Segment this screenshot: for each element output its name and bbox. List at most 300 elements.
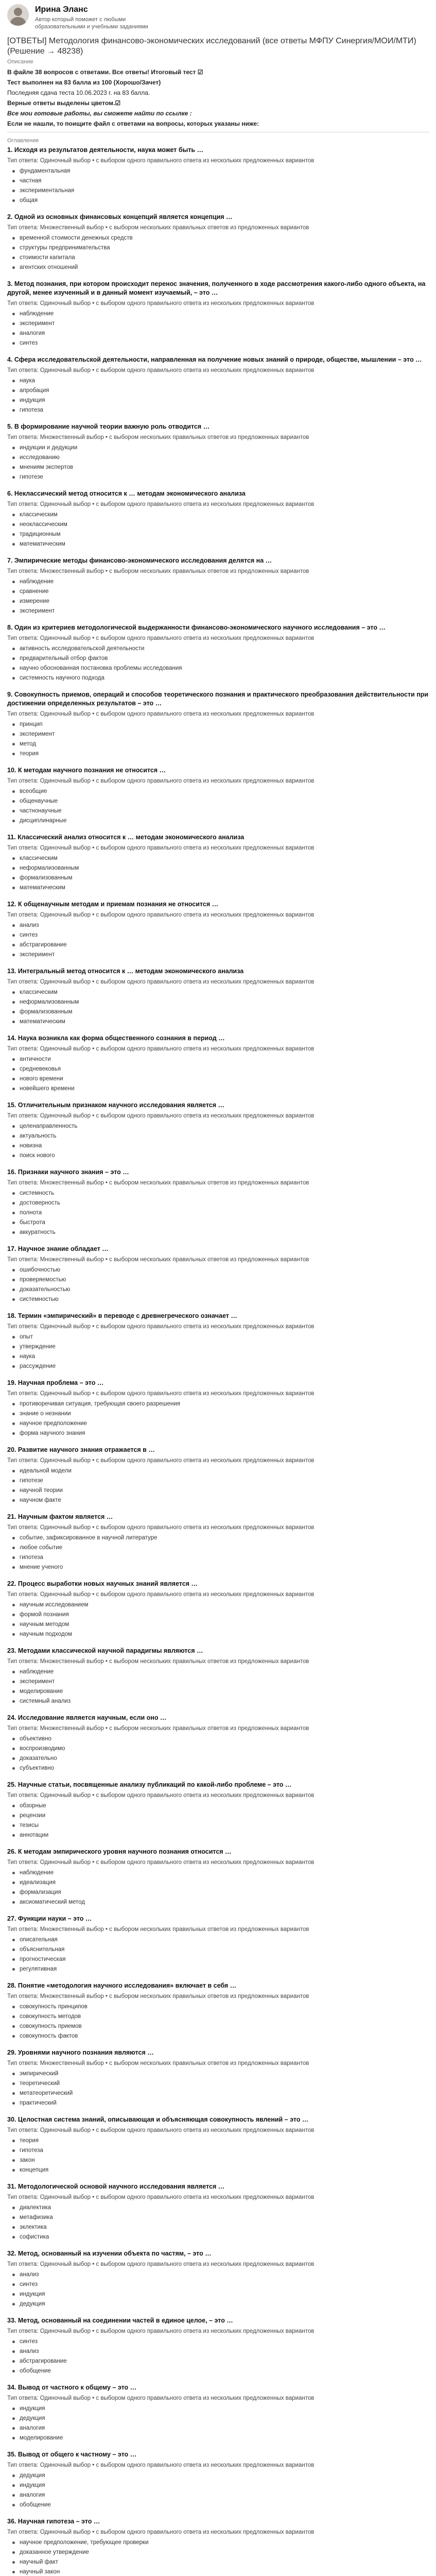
- answer-option: фундаментальная: [20, 166, 429, 176]
- author-name[interactable]: Ирина Эланс: [35, 5, 88, 14]
- question-title: 27. Функции науки – это …: [7, 1915, 92, 1922]
- answer-option: синтез: [20, 338, 429, 348]
- author-description: Автор который поможет с любыми образовательными и учебными заданиями: [35, 16, 148, 30]
- question-answer-type: Тип ответа: Одиночный выбор • с выбором одного правильного ответа из нескольких предложенных вариантов: [7, 711, 315, 717]
- question-answer-type: Тип ответа: Множественный выбор • с выбором нескольких правильных ответов из предложенных вариантов: [7, 1180, 309, 1186]
- question-title: 2. Одной из основных финансовых концепций является концепция …: [7, 213, 233, 221]
- answer-options-list: [7, 1332, 429, 1371]
- author-info: [35, 4, 169, 30]
- answer-option: событие, зафиксированное в научной литературе: [20, 1533, 429, 1543]
- answer-option: обобщение: [20, 2366, 429, 2376]
- question-block: [7, 2115, 429, 2175]
- question-answer-type: Тип ответа: Одиночный выбор • с выбором одного правильного ответа из нескольких предложенных вариантов: [7, 912, 315, 918]
- answer-option: наблюдение: [20, 1868, 429, 1878]
- question-answer-type: Тип ответа: Одиночный выбор • с выбором одного правильного ответа из нескольких предложенных вариантов: [7, 1524, 315, 1531]
- answer-option: метатеоретический: [20, 2089, 429, 2098]
- answer-option: неформализованным: [20, 997, 429, 1007]
- answer-option: аккуратность: [20, 1228, 429, 1238]
- answer-option: идеальной модели: [20, 1466, 429, 1476]
- answer-option: обзорные: [20, 1801, 429, 1811]
- answer-option: наблюдение: [20, 1667, 429, 1677]
- answer-option: диалектика: [20, 2203, 429, 2213]
- answer-options-list: [7, 1868, 429, 1907]
- answer-option: софистика: [20, 2232, 429, 2242]
- meta-line-highlight: Верные ответы выделены цветом.☑: [7, 99, 121, 107]
- answer-option: наука: [20, 376, 429, 386]
- answer-options-list: [7, 309, 429, 348]
- author-header: [0, 0, 436, 36]
- answer-option: эмпирический: [20, 2069, 429, 2079]
- answer-options-list: [7, 1189, 429, 1238]
- question-block: [7, 2316, 429, 2376]
- answer-options-list: [7, 2136, 429, 2175]
- answer-option: аннотации: [20, 1831, 429, 1840]
- toc-label: Оглавление: [7, 138, 39, 144]
- question-title: 11. Классический анализ относится к … методам экономического анализа: [7, 834, 245, 841]
- answer-option: наука: [20, 1352, 429, 1362]
- answer-option: апробация: [20, 386, 429, 396]
- question-block: [7, 690, 429, 759]
- document-content: [0, 36, 436, 2576]
- answer-option: эксперимент: [20, 1677, 429, 1687]
- question-block: [7, 900, 429, 960]
- answer-option: системность научного подхода: [20, 673, 429, 683]
- answer-option: теория: [20, 2136, 429, 2146]
- question-block: [7, 623, 429, 683]
- question-answer-type: Тип ответа: Множественный выбор • с выбором нескольких правильных ответов из предложенных вариантов: [7, 1658, 309, 1665]
- answer-option: временной стоимости денежных средств: [20, 233, 429, 243]
- question-title: 3. Метод познания, при котором происходит перенос значения, полученного в ходе рассмотрения какого-либо одного объекта, на другой, менее изученный и в данный момент изучаемый, – это …: [7, 280, 426, 296]
- question-block: [7, 1981, 429, 2041]
- answer-options-list: [7, 1265, 429, 1304]
- question-block: [7, 2517, 429, 2576]
- answer-options-list: [7, 1935, 429, 1974]
- answer-option: гипотеза: [20, 405, 429, 415]
- answer-option: достоверность: [20, 1198, 429, 1208]
- answer-option: научном факте: [20, 1496, 429, 1505]
- answer-option: исследованию: [20, 453, 429, 463]
- question-answer-type: Тип ответа: Одиночный выбор • с выбором одного правильного ответа из нескольких предложенных вариантов: [7, 845, 315, 851]
- answer-option: научный факт: [20, 2557, 429, 2567]
- answer-option: экспериментальная: [20, 186, 429, 196]
- answer-option: дедукция: [20, 2299, 429, 2309]
- answer-option: общенаучные: [20, 796, 429, 806]
- question-block: [7, 1312, 429, 1371]
- answer-option: формализация: [20, 1888, 429, 1897]
- answer-options-list: [7, 2471, 429, 2510]
- answer-options-list: [7, 1055, 429, 1094]
- question-answer-type: Тип ответа: Одиночный выбор • с выбором одного правильного ответа из нескольких предложенных вариантов: [7, 367, 315, 374]
- answer-option: абстрагирование: [20, 2357, 429, 2366]
- question-answer-type: Тип ответа: Одиночный выбор • с выбором одного правильного ответа из нескольких предложенных вариантов: [7, 2261, 315, 2267]
- answer-option: субъективно: [20, 1764, 429, 1773]
- answer-options-list: [7, 787, 429, 826]
- question-answer-type: Тип ответа: Одиночный выбор • с выбором одного правильного ответа из нескольких предложенных вариантов: [7, 1792, 315, 1799]
- answer-option: классическим: [20, 988, 429, 997]
- answer-option: объяснительная: [20, 1945, 429, 1955]
- answer-option: предварительный отбор фактов: [20, 654, 429, 664]
- question-block: [7, 213, 429, 273]
- answer-option: эксперимент: [20, 730, 429, 739]
- answer-option: теоретический: [20, 2079, 429, 2089]
- answer-options-list: [7, 376, 429, 415]
- answer-options-list: [7, 2203, 429, 2242]
- question-answer-type: Тип ответа: Одиночный выбор • с выбором одного правильного ответа из нескольких предложенных вариантов: [7, 2529, 315, 2535]
- question-block: [7, 1848, 429, 1907]
- answer-options-list: [7, 443, 429, 482]
- question-answer-type: Тип ответа: Одиночный выбор • с выбором одного правильного ответа из нескольких предложенных вариантов: [7, 2328, 315, 2334]
- answer-option: быстрота: [20, 1218, 429, 1228]
- question-block: [7, 766, 429, 826]
- answer-option: индукции и дедукции: [20, 443, 429, 453]
- answer-option: совокупность методов: [20, 2012, 429, 2022]
- meta-line-last-attempt: Последняя сдача теста 10.06.2023 г. на 83 балла.: [7, 89, 150, 96]
- answer-option: нового времени: [20, 1074, 429, 1084]
- answer-option: мнениям экспертов: [20, 463, 429, 472]
- answer-option: поиск нового: [20, 1151, 429, 1161]
- question-answer-type: Тип ответа: Одиночный выбор • с выбором одного правильного ответа из нескольких предложенных вариантов: [7, 635, 315, 641]
- answer-option: дедукция: [20, 2414, 429, 2424]
- answer-option: синтез: [20, 2337, 429, 2347]
- question-title: 36. Научная гипотеза – это …: [7, 2518, 100, 2525]
- answer-option: моделирование: [20, 2433, 429, 2443]
- answer-option: практический: [20, 2098, 429, 2108]
- answer-option: целенаправленность: [20, 1122, 429, 1131]
- question-block: [7, 1513, 429, 1572]
- question-answer-type: Тип ответа: Множественный выбор • с выбором нескольких правильных ответов из предложенных вариантов: [7, 1257, 309, 1263]
- answer-options-list: [7, 854, 429, 893]
- answer-option: научное предположение: [20, 1419, 429, 1429]
- question-answer-type: Тип ответа: Одиночный выбор • с выбором одного правильного ответа из нескольких предложенных вариантов: [7, 778, 315, 784]
- answer-option: гипотезе: [20, 472, 429, 482]
- answer-option: традиционным: [20, 530, 429, 539]
- answer-options-list: [7, 1667, 429, 1706]
- answer-options-list: [7, 988, 429, 1027]
- answer-option: синтез: [20, 2280, 429, 2290]
- answer-option: проверяемостью: [20, 1275, 429, 1285]
- answer-option: совокупность принципов: [20, 2002, 429, 2012]
- answer-option: новейшего времени: [20, 1084, 429, 1094]
- question-answer-type: Тип ответа: Одиночный выбор • с выбором одного правильного ответа из нескольких предложенных вариантов: [7, 1113, 315, 1119]
- answer-options-list: [7, 233, 429, 273]
- answer-option: моделирование: [20, 1687, 429, 1697]
- question-title: 4. Сфера исследовательской деятельности, направленная на получение новых знаний о природе, обществе, мышлении – это …: [7, 356, 422, 363]
- answer-option: индукция: [20, 2404, 429, 2414]
- question-answer-type: Тип ответа: Множественный выбор • с выбором нескольких правильных ответов из предложенных вариантов: [7, 225, 309, 231]
- question-title: 19. Научная проблема – это …: [7, 1379, 104, 1386]
- avatar-shoulders-shape: [10, 17, 26, 26]
- answer-option: воспроизводимо: [20, 1744, 429, 1754]
- answer-option: системность: [20, 1189, 429, 1198]
- answer-option: гипотеза: [20, 2146, 429, 2156]
- question-answer-type: Тип ответа: Одиночный выбор • с выбором одного правильного ответа из нескольких предложенных вариантов: [7, 1458, 315, 1464]
- answer-option: эксперимент: [20, 606, 429, 616]
- answer-option: гипотеза: [20, 1553, 429, 1563]
- answer-option: математическим: [20, 1017, 429, 1027]
- answer-option: метафизика: [20, 2213, 429, 2223]
- question-answer-type: Тип ответа: Одиночный выбор • с выбором одного правильного ответа из нескольких предложенных вариантов: [7, 1859, 315, 1866]
- answer-option: всеобщие: [20, 787, 429, 796]
- answer-option: анализ: [20, 921, 429, 930]
- answer-option: научно обоснованная постановка проблемы исследования: [20, 664, 429, 673]
- answer-option: дедукция: [20, 2471, 429, 2481]
- question-block: [7, 2383, 429, 2443]
- question-answer-type: Тип ответа: Множественный выбор • с выбором нескольких правильных ответов из предложенных вариантов: [7, 1993, 309, 1999]
- answer-options-list: [7, 2337, 429, 2376]
- question-block: [7, 1168, 429, 1238]
- answer-option: сравнение: [20, 587, 429, 597]
- answer-options-list: [7, 720, 429, 759]
- answer-option: знание о незнании: [20, 1409, 429, 1419]
- question-answer-type: Тип ответа: Одиночный выбор • с выбором одного правильного ответа из нескольких предложенных вариантов: [7, 2462, 315, 2468]
- answer-option: научным подходом: [20, 1630, 429, 1639]
- question-title: 8. Один из критериев методологической выдержанности финансово-экономического научного исследования – это …: [7, 624, 386, 631]
- avatar[interactable]: [7, 4, 29, 26]
- answer-option: гипотезе: [20, 1476, 429, 1486]
- question-block: [7, 2450, 429, 2510]
- question-answer-type: Тип ответа: Множественный выбор • с выбором нескольких правильных ответов из предложенных вариантов: [7, 1926, 309, 1933]
- answer-option: активность исследовательской деятельности: [20, 644, 429, 654]
- answer-option: концепция: [20, 2165, 429, 2175]
- answer-options-list: [7, 1399, 429, 1438]
- question-title: 13. Интегральный метод относится к … методам экономического анализа: [7, 968, 244, 975]
- answer-option: доказательностью: [20, 1285, 429, 1295]
- question-block: [7, 2182, 429, 2242]
- answer-option: научный закон: [20, 2567, 429, 2576]
- answer-option: частная: [20, 176, 429, 186]
- answer-option: новизна: [20, 1141, 429, 1151]
- question-title: 15. Отличительным признаком научного исследования является …: [7, 1101, 225, 1109]
- question-block: [7, 967, 429, 1027]
- answer-option: аналогия: [20, 2490, 429, 2500]
- question-answer-type: Тип ответа: Множественный выбор • с выбором нескольких правильных ответов из предложенных вариантов: [7, 1725, 309, 1732]
- question-title: 18. Термин «эмпирический» в переводе с древнегреческого означает …: [7, 1312, 237, 1319]
- answer-option: метод: [20, 739, 429, 749]
- question-title: 17. Научное знание обладает …: [7, 1245, 109, 1252]
- answer-option: описательная: [20, 1935, 429, 1945]
- question-title: 6. Неклассический метод относится к … методам экономического анализа: [7, 490, 246, 497]
- answer-option: эксперимент: [20, 319, 429, 329]
- answer-options-list: [7, 1466, 429, 1505]
- answer-options-list: [7, 1122, 429, 1161]
- answer-option: античности: [20, 1055, 429, 1064]
- question-answer-type: Тип ответа: Одиночный выбор • с выбором одного правильного ответа из нескольких предложенных вариантов: [7, 158, 315, 164]
- answer-option: противоречивая ситуация, требующая своего разрешения: [20, 1399, 429, 1409]
- answer-option: совокупность фактов: [20, 2031, 429, 2041]
- answer-option: полнота: [20, 1208, 429, 1218]
- question-title: 34. Вывод от частного к общему – это …: [7, 2384, 137, 2391]
- answer-option: регулятивная: [20, 1964, 429, 1974]
- question-answer-type: Тип ответа: Множественный выбор • с выбором нескольких правильных ответов из предложенных вариантов: [7, 568, 309, 574]
- answer-option: частнонаучные: [20, 806, 429, 816]
- answer-options-list: [7, 2069, 429, 2108]
- answer-option: классическим: [20, 854, 429, 863]
- question-answer-type: Тип ответа: Одиночный выбор • с выбором одного правильного ответа из нескольких предложенных вариантов: [7, 1591, 315, 1598]
- answer-options-list: [7, 1734, 429, 1773]
- answer-option: дисциплинарные: [20, 816, 429, 826]
- answer-option: анализ: [20, 2347, 429, 2357]
- question-block: [7, 556, 429, 616]
- answer-options-list: [7, 2270, 429, 2309]
- answer-options-list: [7, 1801, 429, 1840]
- question-block: [7, 1781, 429, 1840]
- answer-options-list: [7, 1600, 429, 1639]
- answer-options-list: [7, 2002, 429, 2041]
- answer-option: мнение ученого: [20, 1563, 429, 1572]
- question-title: 9. Совокупность приемов, операций и способов теоретического познания и практического преобразования действительности при достижении определенных результатов – это …: [7, 691, 429, 707]
- question-title: 24. Исследование является научным, если оно …: [7, 1714, 167, 1721]
- question-title: 33. Метод, основанный на соединении частей в единое целое, – это …: [7, 2317, 233, 2324]
- answer-option: доказательно: [20, 1754, 429, 1764]
- answer-option: теория: [20, 749, 429, 759]
- question-answer-type: Тип ответа: Одиночный выбор • с выбором одного правильного ответа из нескольких предложенных вариантов: [7, 2194, 315, 2200]
- answer-option: аксиоматический метод: [20, 1897, 429, 1907]
- answer-option: прогностическая: [20, 1955, 429, 1964]
- answer-option: научное предположение, требующее проверки: [20, 2538, 429, 2548]
- question-block: [7, 2048, 429, 2108]
- question-title: 28. Понятие «методология научного исследования» включает в себя …: [7, 1982, 237, 1989]
- answer-option: рассуждение: [20, 1362, 429, 1371]
- questions-list: [7, 146, 429, 2576]
- question-block: [7, 1647, 429, 1706]
- question-title: 22. Процесс выработки новых научных знаний является …: [7, 1580, 198, 1587]
- answer-option: доказанное утверждение: [20, 2548, 429, 2557]
- answer-option: стоимости капитала: [20, 253, 429, 263]
- question-title: 31. Методологической основой научного исследования является …: [7, 2183, 225, 2190]
- question-title: 10. К методам научного познания не относится …: [7, 767, 166, 774]
- question-title: 26. К методам эмпирического уровня научного познания относится …: [7, 1848, 232, 1855]
- question-title: 1. Исходя из результатов деятельности, наука может быть …: [7, 146, 204, 154]
- question-block: [7, 2249, 429, 2309]
- answer-option: наблюдение: [20, 309, 429, 319]
- answer-option: структуры предпринимательства: [20, 243, 429, 253]
- answer-options-list: [7, 921, 429, 960]
- avatar-head-shape: [14, 8, 22, 16]
- question-answer-type: Тип ответа: Одиночный выбор • с выбором одного правильного ответа из нескольких предложенных вариантов: [7, 1324, 315, 1330]
- question-title: 32. Метод, основанный на изучении объекта по частям, – это …: [7, 2250, 212, 2257]
- question-block: [7, 1245, 429, 1304]
- question-title: 25. Научные статьи, посвященные анализу публикаций по какой-либо проблеме – это …: [7, 1781, 292, 1788]
- question-block: [7, 422, 429, 482]
- question-title: 21. Научным фактом является …: [7, 1513, 113, 1520]
- question-block: [7, 1034, 429, 1094]
- question-title: 20. Развитие научного знания отражается в …: [7, 1446, 155, 1453]
- answer-option: закон: [20, 2156, 429, 2165]
- question-answer-type: Тип ответа: Одиночный выбор • с выбором одного правильного ответа из нескольких предложенных вариантов: [7, 1391, 315, 1397]
- question-title: 14. Наука возникла как форма общественного сознания в период …: [7, 1035, 225, 1042]
- answer-option: индукция: [20, 2290, 429, 2299]
- answer-option: обобщение: [20, 2500, 429, 2510]
- answer-option: формализованным: [20, 873, 429, 883]
- question-block: [7, 1714, 429, 1773]
- question-block: [7, 1580, 429, 1639]
- answer-option: агентских отношений: [20, 263, 429, 273]
- answer-option: формализованным: [20, 1007, 429, 1017]
- answer-option: форма научного знания: [20, 1429, 429, 1438]
- answer-option: рецензии: [20, 1811, 429, 1821]
- answer-option: неформализованным: [20, 863, 429, 873]
- question-title: 5. В формирование научной теории важную роль отводится …: [7, 423, 210, 430]
- answer-option: математическим: [20, 883, 429, 893]
- answer-option: измерение: [20, 597, 429, 606]
- question-block: [7, 833, 429, 893]
- answer-option: аналогия: [20, 329, 429, 338]
- answer-option: ошибочностью: [20, 1265, 429, 1275]
- answer-options-list: [7, 2538, 429, 2576]
- answer-option: принцип: [20, 720, 429, 730]
- answer-option: утверждение: [20, 1342, 429, 1352]
- answer-option: индукция: [20, 396, 429, 405]
- meta-line-score: Тест выполнен на 83 балла из 100 (Хорошо/Зачет): [7, 79, 161, 86]
- question-title: 30. Целостная система знаний, описывающая и объясняющая совокупность явлений – это …: [7, 2116, 309, 2123]
- answer-option: системностью: [20, 1295, 429, 1304]
- question-block: [7, 489, 429, 549]
- meta-line-link[interactable]: Все мои готовые работы, вы сможете найти по ссылке :: [7, 110, 192, 117]
- meta-line-search-hint: Если не нашли, то поищите файл с ответами на вопросы, которых указаны ниже:: [7, 120, 259, 127]
- question-title: 35. Вывод от общего к частному – это …: [7, 2451, 137, 2458]
- answer-options-list: [7, 577, 429, 616]
- answer-option: синтез: [20, 930, 429, 940]
- question-block: [7, 280, 429, 348]
- answer-option: общая: [20, 196, 429, 206]
- description-label: Описание: [7, 59, 33, 65]
- question-block: [7, 1914, 429, 1974]
- answer-option: аналогия: [20, 2424, 429, 2433]
- answer-option: наблюдение: [20, 577, 429, 587]
- question-block: [7, 1446, 429, 1505]
- question-answer-type: Тип ответа: Одиночный выбор • с выбором одного правильного ответа из нескольких предложенных вариантов: [7, 2127, 315, 2133]
- question-answer-type: Тип ответа: Множественный выбор • с выбором нескольких правильных ответов из предложенных вариантов: [7, 2060, 309, 2066]
- question-answer-type: Тип ответа: Одиночный выбор • с выбором одного правильного ответа из нескольких предложенных вариантов: [7, 300, 315, 307]
- answer-options-list: [7, 2404, 429, 2443]
- answer-option: индукция: [20, 2481, 429, 2490]
- answer-option: объективно: [20, 1734, 429, 1744]
- answer-option: абстрагирование: [20, 940, 429, 950]
- question-block: [7, 1101, 429, 1161]
- answer-option: средневековья: [20, 1064, 429, 1074]
- answer-option: любое событие: [20, 1543, 429, 1553]
- question-answer-type: Тип ответа: Одиночный выбор • с выбором одного правильного ответа из нескольких предложенных вариантов: [7, 2395, 315, 2401]
- answer-option: эклектика: [20, 2223, 429, 2232]
- answer-option: эксперимент: [20, 950, 429, 960]
- answer-options-list: [7, 510, 429, 549]
- question-answer-type: Тип ответа: Одиночный выбор • с выбором одного правильного ответа из нескольких предложенных вариантов: [7, 1046, 315, 1052]
- question-title: 12. К общенаучным методам и приемам познания не относится …: [7, 901, 219, 908]
- document-title: [ОТВЕТЫ] Методология финансово-экономических исследований (все ответы МФПУ Синергия/МОИ/МТИ) (Решение → 48238): [7, 37, 416, 56]
- answer-option: математическим: [20, 539, 429, 549]
- question-block: [7, 355, 429, 415]
- answer-options-list: [7, 1533, 429, 1572]
- answer-option: анализ: [20, 2270, 429, 2280]
- answer-option: классическим: [20, 510, 429, 520]
- answer-option: системный анализ: [20, 1697, 429, 1706]
- question-title: 23. Методами классической научной парадигмы являются …: [7, 1647, 203, 1654]
- answer-option: совокупность приемов: [20, 2022, 429, 2031]
- question-block: [7, 1379, 429, 1438]
- question-answer-type: Тип ответа: Множественный выбор • с выбором нескольких правильных ответов из предложенных вариантов: [7, 434, 309, 440]
- answer-option: научным методом: [20, 1620, 429, 1630]
- answer-options-list: [7, 166, 429, 206]
- answer-option: опыт: [20, 1332, 429, 1342]
- question-title: 16. Признаки научного знания – это …: [7, 1168, 129, 1176]
- answer-option: актуальность: [20, 1131, 429, 1141]
- answer-option: научной теории: [20, 1486, 429, 1496]
- answer-option: формой познания: [20, 1610, 429, 1620]
- meta-line-questions: В файле 38 вопросов с ответами. Все ответы! Итоговый тест ☑: [7, 69, 203, 76]
- question-answer-type: Тип ответа: Одиночный выбор • с выбором одного правильного ответа из нескольких предложенных вариантов: [7, 501, 315, 507]
- answer-option: тезисы: [20, 1821, 429, 1831]
- question-block: [7, 146, 429, 206]
